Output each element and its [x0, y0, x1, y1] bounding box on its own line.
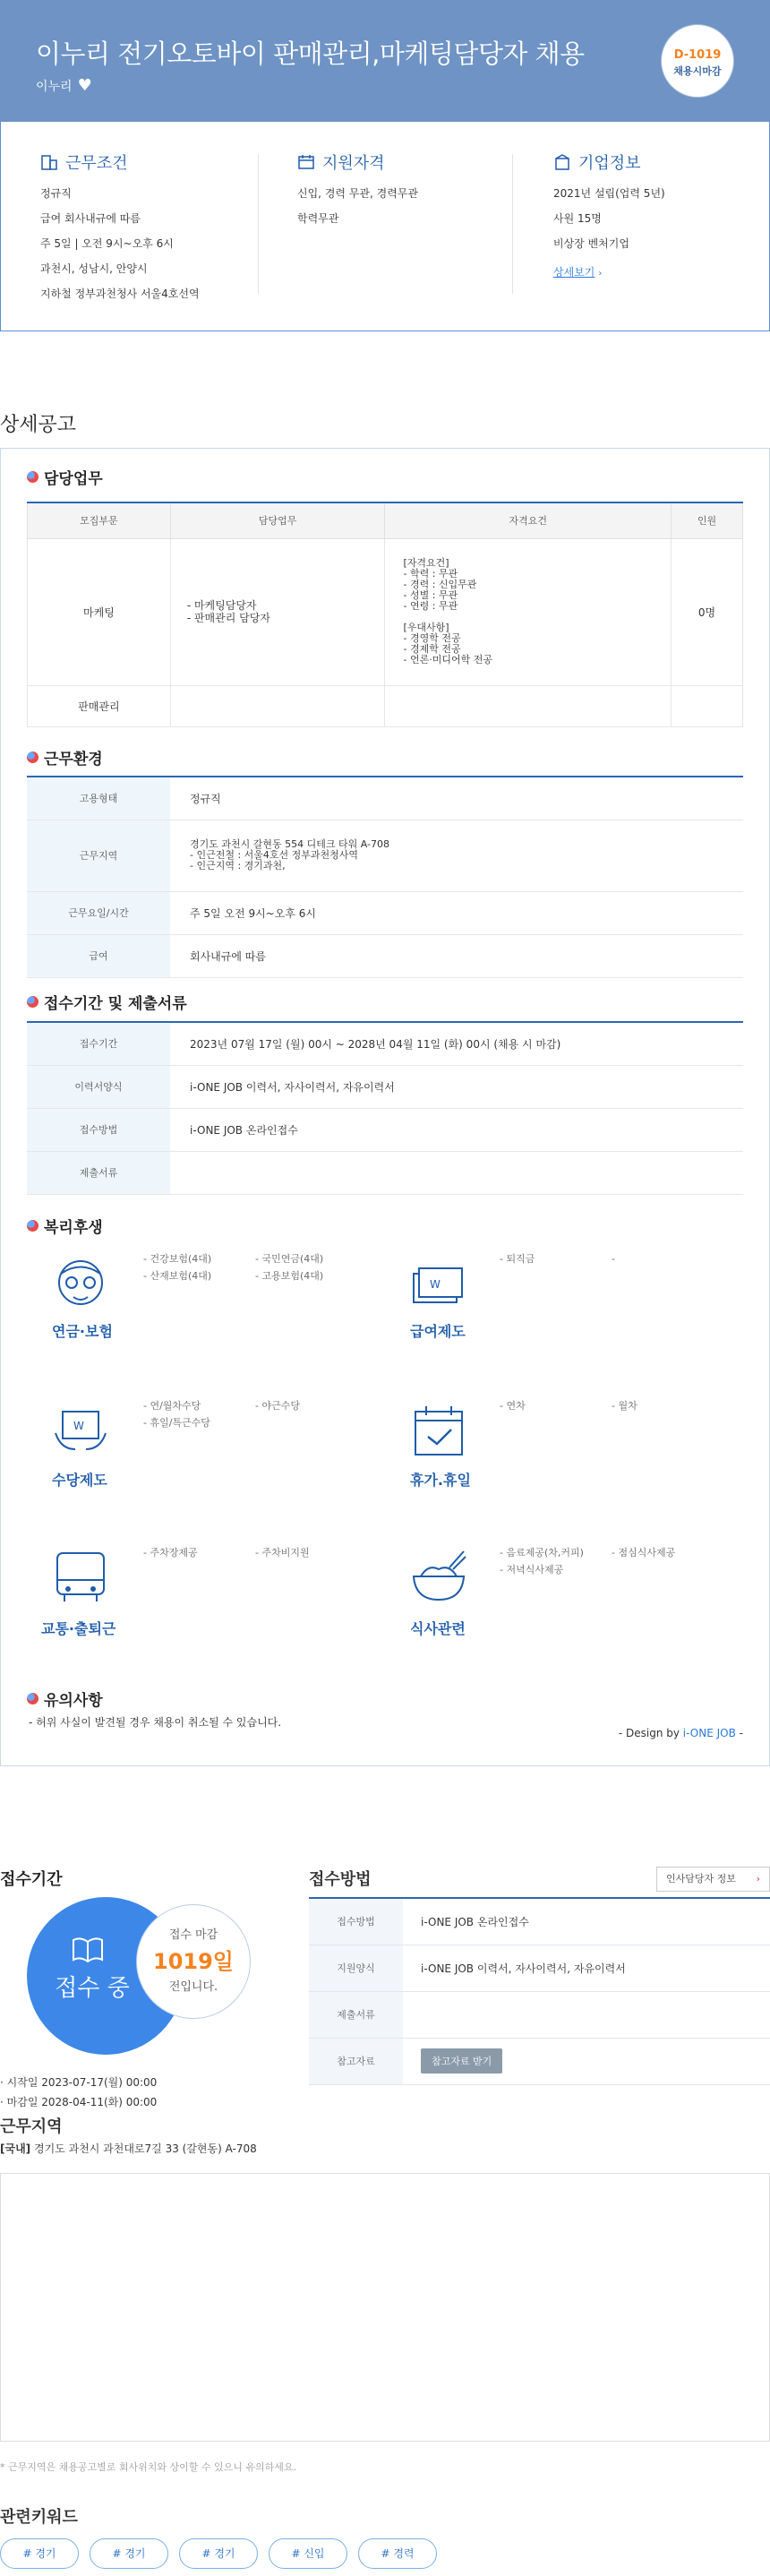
- qualification-line: 학력무관: [297, 212, 339, 225]
- svg-text:W: W: [430, 1278, 441, 1291]
- location-note: * 근무지역은 채용공고별로 회사위치와 상이할 수 있으니 유의하세요.: [0, 2461, 296, 2473]
- calendar-icon: [297, 154, 315, 170]
- period-dates: · 시작일 2023-07-17(월) 00:00 · 마감일 2028-04-11(화) 00:00: [0, 2076, 158, 2108]
- benefit-items: [143, 1250, 376, 1284]
- benefit-item: - 국민연금(4대): [255, 1253, 324, 1265]
- company-title: 기업정보: [578, 154, 641, 173]
- condition-line: 과천시, 성남시, 안양시: [40, 262, 148, 275]
- company-heading: [553, 150, 768, 174]
- condition-line: 정규직: [40, 187, 72, 200]
- design-prefix: - Design by: [618, 1727, 683, 1739]
- qualifications-heading: [297, 150, 512, 174]
- benefit-name: 식사관련: [410, 1620, 466, 1637]
- end-date: 마감일 2028-04-11(화) 00:00: [6, 2096, 158, 2108]
- dday-badge: [661, 24, 734, 98]
- location-title: 근무지역: [0, 2117, 63, 2136]
- environment-heading: [27, 746, 103, 769]
- row-key: 접수기간: [27, 1022, 170, 1065]
- detail-title: 상세공고: [0, 414, 77, 436]
- cell-count: [672, 685, 743, 726]
- row-key: 접수방법: [27, 1108, 170, 1151]
- bullet-icon: [27, 996, 38, 1008]
- deadline-label: 접수 마감: [168, 1928, 218, 1942]
- keyword-tag[interactable]: # 경력: [358, 2538, 437, 2569]
- application-heading: [27, 991, 187, 1013]
- benefit-name: 휴가.휴일: [410, 1472, 471, 1489]
- row-value: i-ONE JOB 이력서, 자사이력서, 자유이력서: [170, 1065, 743, 1108]
- benefit-item: - 산재보험(4대): [143, 1270, 212, 1282]
- benefits-title: 복리후생: [44, 1219, 103, 1237]
- conditions-title: 근무조건: [65, 154, 128, 173]
- benefit-item: - 연/월차수당: [143, 1400, 201, 1412]
- row-value: i-ONE JOB 이력서, 자사이력서, 자유이력서: [403, 1945, 770, 1991]
- benefit-item: - 주차장제공: [143, 1547, 198, 1558]
- building-icon: [40, 154, 58, 170]
- heart-icon[interactable]: ♥: [77, 76, 92, 95]
- cell-req: [385, 685, 672, 726]
- dday-count: D-1019: [673, 48, 722, 62]
- table-row: [28, 685, 743, 726]
- company-line: 사원 15명: [553, 212, 602, 225]
- col-header: 자격요건: [385, 502, 672, 538]
- row-value: 2023년 07월 17일 (월) 00시 ~ 2028년 04월 11일 (화) 00시 (채용 시 마감): [170, 1022, 743, 1065]
- cell-work: - 마케팅담당자 - 판매관리 담당자: [170, 538, 385, 685]
- keyword-tag[interactable]: # 신입: [269, 2538, 347, 2569]
- duties-title: 담당업무: [44, 470, 103, 488]
- table-row: [28, 538, 743, 685]
- duties-table: [27, 502, 743, 727]
- hr-info-button[interactable]: [656, 1867, 770, 1892]
- benefit-items: [500, 1544, 732, 1578]
- salary-icon: [410, 1265, 467, 1309]
- download-reference-button[interactable]: 참고자료 받기: [421, 2048, 502, 2074]
- cell-count: 0명: [672, 538, 743, 685]
- notes-heading: [27, 1687, 103, 1710]
- benefit-items: [500, 1250, 732, 1267]
- benefit-item: - 야근수당: [255, 1400, 300, 1412]
- job-title: 이누리 전기오토바이 판매관리,마케팅담당자 채용: [36, 39, 585, 69]
- benefit-item: - 월차: [612, 1400, 637, 1412]
- benefit-item: - 건강보험(4대): [143, 1253, 212, 1265]
- bullet-icon: [27, 751, 38, 763]
- benefit-item: - 음료제공(차,커피): [500, 1547, 584, 1558]
- company-label[interactable]: 이누리: [36, 79, 73, 94]
- environment-title: 근무환경: [44, 751, 103, 769]
- keyword-tag[interactable]: # 경기: [179, 2538, 258, 2569]
- row-value: [403, 1991, 770, 2038]
- map-area[interactable]: [0, 2173, 770, 2442]
- condition-line: 주 5일 | 오전 9시~오후 6시: [40, 237, 174, 250]
- summary-conditions: [40, 150, 255, 312]
- rice-bowl-icon: [410, 1550, 467, 1605]
- row-key: 참고자료: [309, 2038, 403, 2084]
- deadline-circle: [136, 1904, 251, 2019]
- keyword-tag[interactable]: # 경기: [0, 2538, 79, 2569]
- row-key: 이력서양식: [27, 1065, 170, 1108]
- benefit-name: 수당제도: [52, 1472, 107, 1489]
- design-brand-link[interactable]: i-ONE JOB: [682, 1727, 736, 1739]
- row-value: 주 5일 오전 9시~오후 6시: [170, 891, 743, 934]
- bullet-icon: [27, 1220, 38, 1232]
- keywords-title: 관련키워드: [0, 2508, 78, 2527]
- deadline-suffix: 전입니다.: [168, 1980, 218, 1994]
- benefit-items: [143, 1397, 376, 1431]
- location-tag: [국내]: [0, 2142, 31, 2155]
- address-text: 경기도 과천시 과천대로7길 33 (갈현동) A-708: [33, 2142, 257, 2155]
- row-value: 정규직: [170, 777, 743, 820]
- row-key: 지원양식: [309, 1945, 403, 1991]
- dday-label: 채용시마감: [673, 65, 722, 77]
- company-line: 2021년 설립(업력 5년): [553, 187, 665, 200]
- row-value: i-ONE JOB 온라인접수: [403, 1898, 770, 1945]
- summary-company: [553, 150, 768, 292]
- allowance-icon: [52, 1406, 109, 1456]
- benefit-name: 연금·보험: [52, 1323, 113, 1340]
- bullet-icon: [27, 1693, 38, 1704]
- benefit-item: - 연차: [500, 1400, 526, 1412]
- cell-part: 판매관리: [28, 685, 171, 726]
- benefit-item: - 퇴직금: [500, 1253, 535, 1265]
- row-key: 근무지역: [27, 820, 170, 891]
- hr-button-label[interactable]: 인사담당자 정보: [666, 1873, 736, 1885]
- benefit-item: -: [612, 1253, 615, 1265]
- row-value: i-ONE JOB 온라인접수: [170, 1108, 743, 1151]
- duties-heading: [27, 466, 103, 488]
- benefit-items: [143, 1544, 376, 1561]
- design-suffix: -: [735, 1727, 743, 1739]
- application-table: [27, 1021, 743, 1195]
- row-value: 경기도 과천시 갈현동 554 디테크 타워 A-708 - 인근전철 : 서울4호선 정부과천청사역 - 인근지역 : 경기과천,: [170, 820, 743, 891]
- period-title: 접수기간: [0, 1870, 63, 1889]
- arrow-right-icon[interactable]: ›: [756, 1873, 760, 1885]
- col-header: 담당업무: [170, 502, 385, 538]
- keyword-tag[interactable]: # 경기: [90, 2538, 168, 2569]
- row-key: 제출서류: [309, 1991, 403, 2038]
- application-title: 접수기간 및 제출서류: [44, 995, 187, 1013]
- benefit-item: - 고용보험(4대): [255, 1270, 324, 1282]
- environment-table: [27, 776, 743, 978]
- method-title: 접수방법: [309, 1870, 372, 1889]
- vacation-icon: [410, 1404, 467, 1458]
- condition-line: 급여 회사내규에 따름: [40, 212, 141, 225]
- row-key: 고용형태: [27, 777, 170, 820]
- book-icon: [72, 1936, 104, 1963]
- benefit-name: 교통·출퇴근: [41, 1620, 116, 1637]
- benefit-item: - 점심식사제공: [612, 1547, 676, 1558]
- bus-icon: [52, 1550, 109, 1605]
- qualifications-title: 지원자격: [322, 154, 385, 173]
- notes-text: - 허위 사실이 발견될 경우 채용이 취소될 수 있습니다.: [29, 1716, 282, 1729]
- location-address: [0, 2141, 257, 2156]
- conditions-heading: [40, 150, 255, 174]
- condition-line: 지하철 정부과천청사 서울4호선역: [40, 288, 200, 300]
- notes-title: 유의사항: [44, 1692, 103, 1710]
- row-key: 접수방법: [309, 1898, 403, 1945]
- benefits-heading: [27, 1215, 103, 1237]
- qualification-line: 신입, 경력 무관, 경력무관: [297, 187, 418, 200]
- benefit-item: - 주차비지원: [255, 1547, 310, 1558]
- design-credit: [619, 1727, 743, 1739]
- divider: [258, 154, 259, 294]
- col-header: 인원: [672, 502, 743, 538]
- company-building-icon: [553, 154, 571, 170]
- company-line: 비상장 벤처기업: [553, 237, 629, 250]
- row-value: 회사내규에 따름: [170, 934, 743, 977]
- summary-qualifications: [297, 150, 512, 236]
- company-detail-link[interactable]: 상세보기: [553, 266, 595, 279]
- row-value: [170, 1151, 743, 1194]
- benefit-item: - 저녁식사제공: [500, 1564, 564, 1576]
- svg-text:W: W: [73, 1420, 84, 1432]
- cell-work: [170, 685, 385, 726]
- cell-part: 마케팅: [28, 538, 171, 685]
- arrow-right-icon[interactable]: ›: [598, 269, 603, 279]
- start-date: 시작일 2023-07-17(월) 00:00: [6, 2076, 158, 2089]
- benefit-item: - 휴일/특근수당: [143, 1417, 210, 1429]
- col-header: 모집부문: [28, 502, 171, 538]
- row-key: 제출서류: [27, 1151, 170, 1194]
- deadline-days: 1019일: [153, 1949, 234, 1974]
- bullet-icon: [27, 471, 38, 483]
- method-table: [309, 1897, 770, 2085]
- benefit-name: 급여제도: [410, 1323, 466, 1340]
- divider: [512, 154, 513, 294]
- row-key: 급여: [27, 934, 170, 977]
- status-text: 접수 중: [55, 1975, 130, 2002]
- benefit-items: [500, 1397, 732, 1414]
- cell-req: [자격요건] - 학력 : 무관 - 경력 : 신입무관 - 성별 : 무관 - 연령 : 무관 [우대사항] - 경영학 전공 - 경제학 전공 - 언론·미디어학 전공: [385, 538, 672, 685]
- company-name[interactable]: [36, 76, 92, 95]
- row-key: 근무요일/시간: [27, 891, 170, 934]
- pension-icon: [52, 1256, 109, 1309]
